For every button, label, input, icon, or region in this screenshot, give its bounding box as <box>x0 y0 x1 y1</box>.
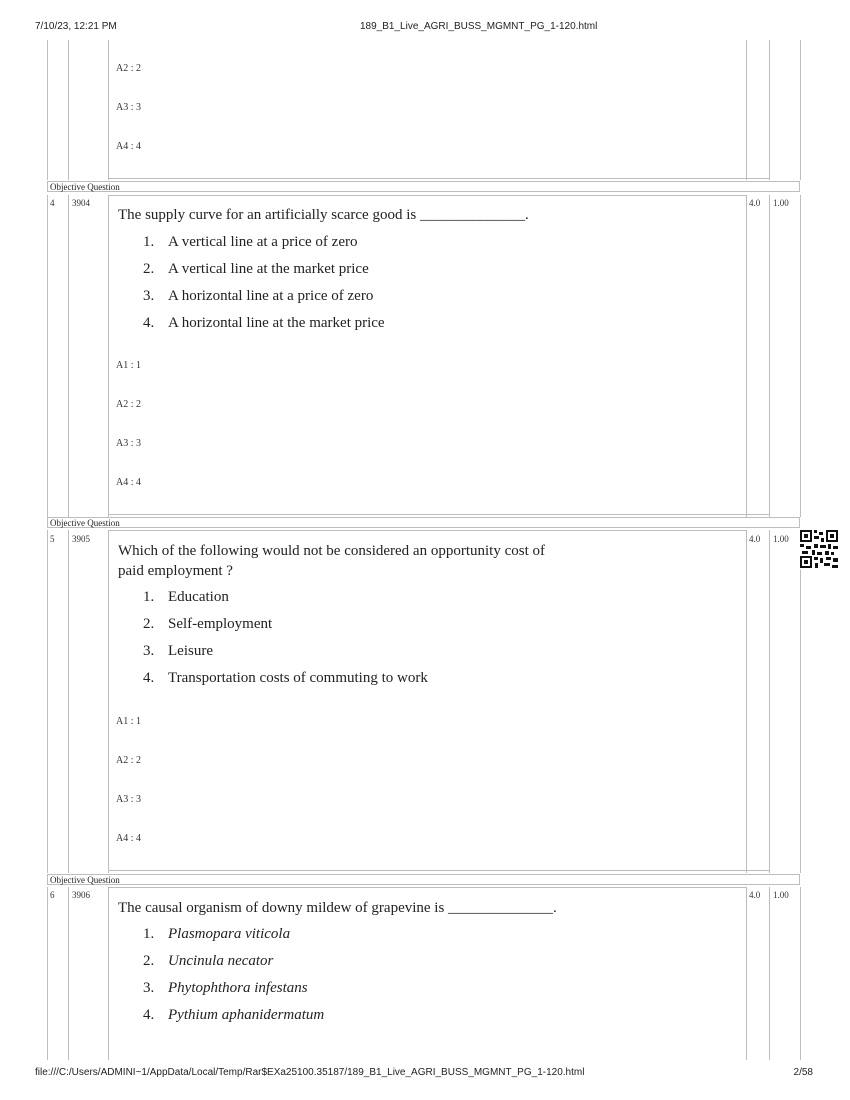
option-item: 2. Self-employment <box>143 616 273 632</box>
option-item: 2. A vertical line at the market price <box>143 261 369 277</box>
answer-label: A4 : 4 <box>116 833 141 844</box>
negative-marks: 1.00 <box>773 534 789 544</box>
option-item: 3. Phytophthora infestans <box>143 980 308 996</box>
question-text: The causal organism of downy mildew of grapevine is ______________. <box>118 900 557 916</box>
options-list <box>143 587 428 695</box>
question-text: Which of the following would not be considered an opportunity cost of paid employment ? <box>118 543 545 579</box>
negative-marks: 1.00 <box>773 890 789 900</box>
question-number: 4 <box>50 198 55 208</box>
option-item: 3. Leisure <box>143 643 213 659</box>
question-number: 5 <box>50 534 55 544</box>
answer-label: A3 : 3 <box>116 794 141 805</box>
qr-code-icon <box>800 530 838 568</box>
section-label: Objective Question <box>47 181 800 192</box>
answer-label: A4 : 4 <box>116 477 141 488</box>
option-item: 1. Plasmopara viticola <box>143 926 291 942</box>
question-marks: 4.0 <box>749 890 761 900</box>
answer-label: A2 : 2 <box>116 63 141 74</box>
question-marks: 4.0 <box>749 198 761 208</box>
section-label: Objective Question <box>47 874 800 885</box>
option-item: 1. A vertical line at a price of zero <box>143 234 358 250</box>
question-id: 3904 <box>72 198 90 208</box>
section-label: Objective Question <box>47 517 800 528</box>
options-list <box>143 924 324 1032</box>
answer-label: A2 : 2 <box>116 399 141 410</box>
answer-label: A1 : 1 <box>116 360 141 371</box>
question-id: 3905 <box>72 534 90 544</box>
option-item: 3. A horizontal line at a price of zero <box>143 288 374 304</box>
answer-label: A3 : 3 <box>116 102 141 113</box>
page-number: 2/58 <box>793 1067 813 1078</box>
negative-marks: 1.00 <box>773 198 789 208</box>
answer-label: A4 : 4 <box>116 141 141 152</box>
question-id: 3906 <box>72 890 90 900</box>
answer-label: A1 : 1 <box>116 716 141 727</box>
option-item: 2. Uncinula necator <box>143 953 274 969</box>
document-title: 189_B1_Live_AGRI_BUSS_MGMNT_PG_1-120.html <box>360 21 598 32</box>
answer-label: A2 : 2 <box>116 755 141 766</box>
option-item: 4. Transportation costs of commuting to work <box>143 670 428 686</box>
option-item: 4. Pythium aphanidermatum <box>143 1007 325 1023</box>
option-item: 1. Education <box>143 589 229 605</box>
file-path: file:///C:/Users/ADMINI~1/AppData/Local/Temp/Rar$EXa25100.35187/189_B1_Live_AGRI_BUSS_MGMNT_PG_1-120.html <box>35 1067 585 1078</box>
options-list <box>143 232 385 340</box>
answer-label: A3 : 3 <box>116 438 141 449</box>
question-marks: 4.0 <box>749 534 761 544</box>
print-datetime: 7/10/23, 12:21 PM <box>35 21 117 32</box>
question-text: The supply curve for an artificially scarce good is ______________. <box>118 207 529 223</box>
option-item: 4. A horizontal line at the market price <box>143 315 385 331</box>
question-number: 6 <box>50 890 55 900</box>
